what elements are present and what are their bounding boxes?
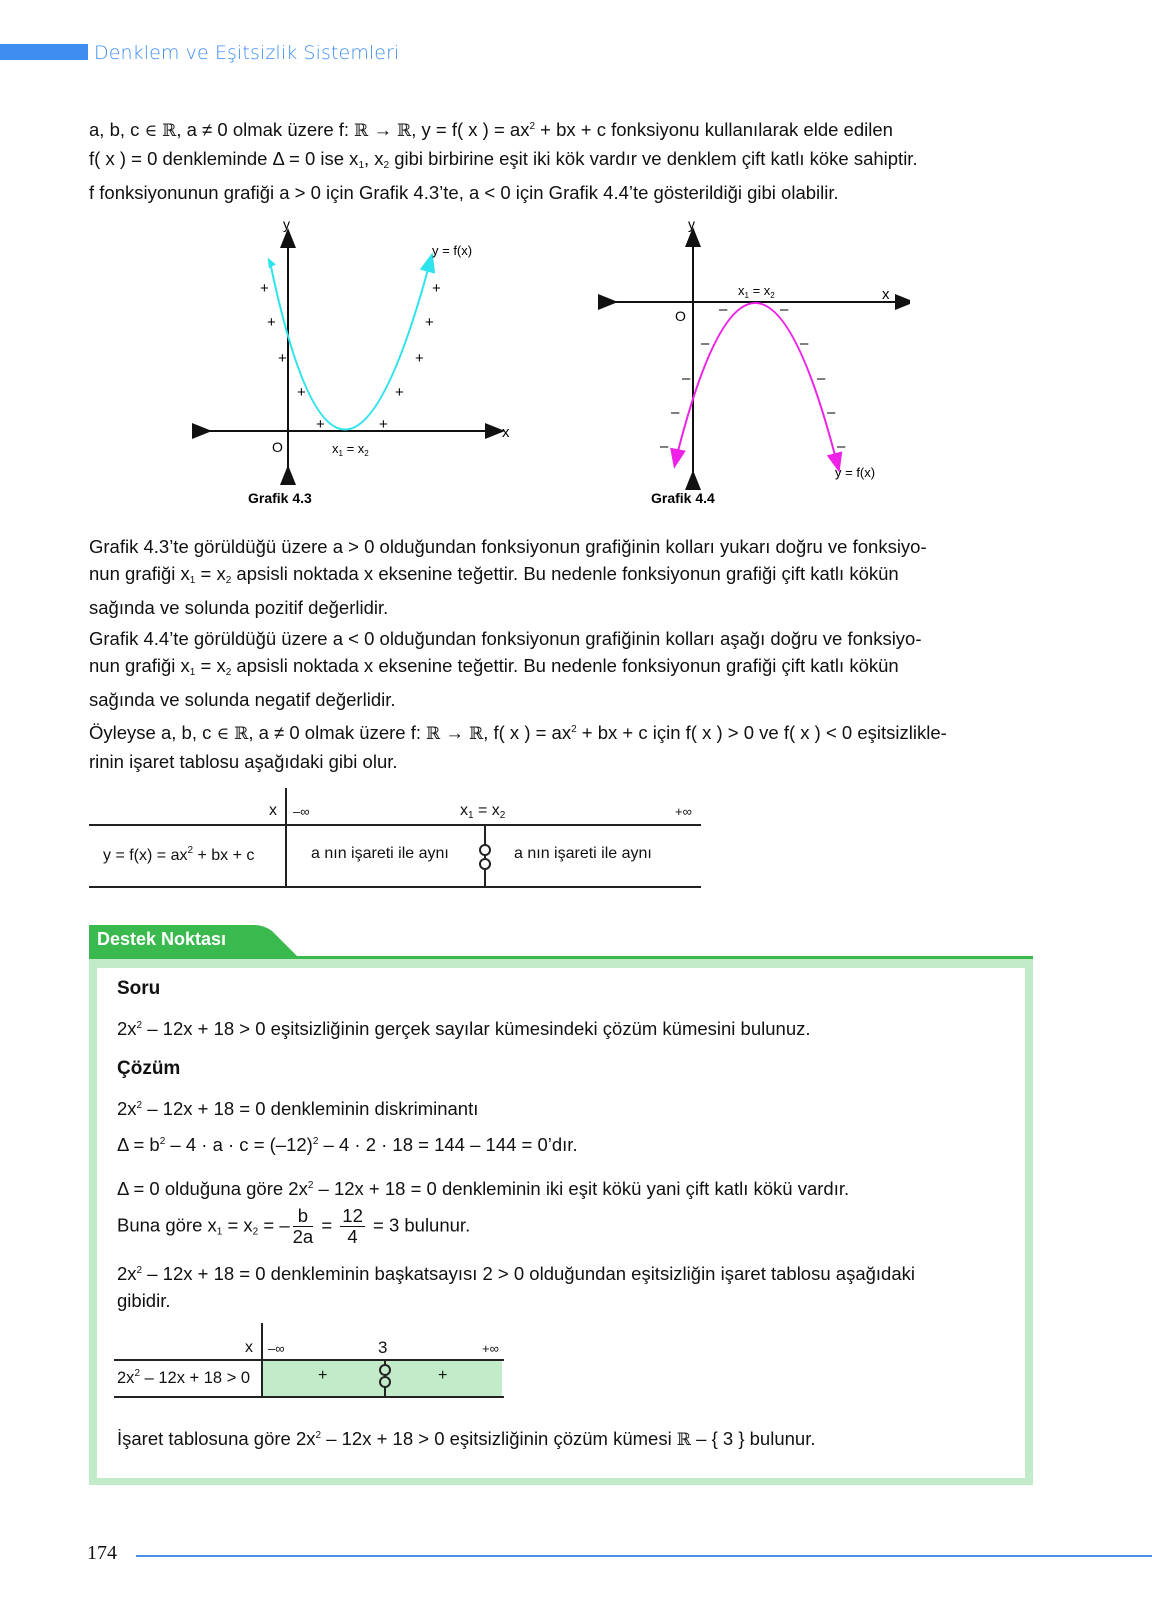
table-vertical-line: [261, 1323, 263, 1398]
page-number: 174: [87, 1542, 117, 1564]
sign-marker: –: [837, 438, 846, 455]
x-header: x: [269, 802, 277, 819]
right-sign-cell: a nın işareti ile aynı: [514, 845, 652, 862]
intro-line-3: f fonksiyonunun grafiği a > 0 için Grafik 4.3’te, a < 0 için Grafik 4.4’te gösterildiği gibi olabilir.: [89, 182, 839, 203]
sign-marker: +: [316, 416, 325, 433]
origin-label: O: [272, 439, 283, 455]
table-divider: [114, 1359, 504, 1361]
negative-sign-markers: [660, 301, 846, 455]
sign-marker: –: [817, 370, 826, 387]
sign-marker: –: [701, 335, 710, 352]
paragraph-grafik-4-3: [89, 533, 1029, 621]
cozum-line-6: gibidir.: [117, 1290, 171, 1311]
sign-marker: –: [800, 335, 809, 352]
table-bottom-line: [89, 886, 701, 888]
sign-marker: –: [780, 301, 789, 318]
soru-title: Soru: [117, 978, 161, 999]
sign-marker: +: [267, 314, 276, 331]
graph-4-4: [580, 205, 910, 505]
para-line: Grafik 4.4’te görüldüğü üzere a < 0 olduğundan fonksiyonun grafiğinin kolları aşağı doğru ve fonksiyo-: [89, 628, 922, 649]
x-axis-label: x: [502, 424, 510, 441]
table-bottom-line: [114, 1396, 504, 1398]
cozum-title: Çözüm: [117, 1058, 181, 1079]
sign-marker: –: [671, 404, 680, 421]
root-circle-icon: [479, 858, 491, 870]
intro-line-1: a, b, c ∈ ℝ, a ≠ 0 olmak üzere f: ℝ → ℝ, y = f( x ) = $ax^2$ + bx + c fonksiyonu kullanılarak elde edilen: [89, 119, 893, 141]
sign-marker: –: [827, 404, 836, 421]
fraction-12-4: $\frac{12}{4}$: [342, 1205, 363, 1247]
sign-marker: +: [425, 314, 434, 331]
sign-table-general: [89, 788, 701, 888]
x-header: x: [245, 1339, 253, 1356]
sign-marker: +: [260, 280, 269, 297]
para-line: Grafik 4.3’te görüldüğü üzere a > 0 olduğundan fonksiyonun grafiğinin kolları yukarı doğru ve fonksiyo-: [89, 536, 927, 557]
right-sign: +: [438, 1367, 448, 1384]
paragraph-summary: [89, 716, 1029, 775]
graph-caption: Grafik 4.3: [248, 490, 312, 505]
destek-content: [97, 968, 1025, 1478]
para-line: nun grafiği $x_1 = x_2$ apsisli noktada x eksenine teğettir. Bu nedenle fonksiyonun grafiği çift katlı kökün: [89, 563, 899, 586]
para-line: nun grafiği $x_1 = x_2$ apsisli noktada x eksenine teğettir. Bu nedenle fonksiyonun grafiği çift katlı kökün: [89, 655, 899, 678]
cozum-line-2: $\Delta = b^2 - 4 \cdot a \cdot c = (-12)^2 - 4 \cdot 2 \cdot 18 = 144 - 144$ = 0’dır.: [117, 1134, 578, 1155]
cozum-line-3: Δ = 0 olduğuna göre $2x^2 - 12x + 18 = 0$ denkleminin iki eşit kökü yani çift katlı kökü vardır.: [117, 1178, 850, 1199]
destek-tab-label: Destek Noktası: [97, 929, 227, 949]
root-header: $x_1 = x_2$: [460, 802, 506, 821]
graph-4-3: [180, 205, 520, 505]
footer-rule: [136, 1555, 1152, 1557]
conclusion-text: İşaret tablosuna göre $2x^2 - 12x + 18 > 0$ eşitsizliğinin çözüm kümesi ℝ – { 3 } bulunur.: [117, 1428, 816, 1450]
origin-label: O: [675, 308, 686, 324]
paragraph-grafik-4-4: [89, 625, 1029, 713]
graph-caption: Grafik 4.4: [651, 490, 715, 505]
root-circle-icon: [379, 1376, 391, 1388]
pos-infinity: +∞: [675, 804, 692, 819]
soru-text: $2x^2 - 12x + 18 > 0$ eşitsizliğinin gerçek sayılar kümesindeki çözüm kümesini bulunuz.: [117, 1018, 811, 1039]
fraction-b-2a: $\frac{b}{2a}$: [292, 1205, 314, 1247]
root-circle-icon: [379, 1364, 391, 1376]
root-label: $x_1 = x_2$: [332, 441, 369, 458]
chapter-title: Denklem ve Eşitsizlik Sistemleri: [94, 42, 400, 64]
destek-box: [89, 956, 1033, 1485]
sign-marker: –: [682, 370, 691, 387]
neg-infinity: –∞: [268, 1341, 285, 1356]
parabola-curve: [270, 262, 430, 430]
y-axis-label: y: [283, 216, 290, 232]
root-line: [484, 826, 486, 886]
cozum-line-5: $2x^2 - 12x + 18 = 0$ denkleminin başkatsayısı 2 > 0 olduğundan eşitsizliğin işaret tablosu aşağıdaki: [117, 1263, 915, 1284]
para-line: sağında ve solunda negatif değerlidir.: [89, 689, 396, 710]
sign-marker: +: [379, 416, 388, 433]
row-label: $2x^2 - 12x + 18 > 0$: [117, 1368, 251, 1387]
root-label: $x_1 = x_2$: [738, 283, 775, 300]
para-line: Öyleyse a, b, c ∈ ℝ, a ≠ 0 olmak üzere f: ℝ → ℝ, f( x ) = $ax^2$ + bx + c için f( x ) > 0 ve f( x ) < 0 eşitsizlikle-: [89, 722, 947, 744]
table-vertical-line: [285, 788, 287, 888]
table-divider: [89, 824, 701, 826]
left-sign-cell: a nın işareti ile aynı: [311, 845, 449, 862]
x-axis-label: x: [882, 286, 890, 303]
root-circle-icon: [479, 844, 491, 856]
pos-infinity: +∞: [482, 1341, 499, 1356]
parabola-curve: [676, 303, 837, 463]
sign-marker: –: [719, 301, 728, 318]
neg-infinity: –∞: [293, 804, 310, 819]
left-sign: +: [318, 1367, 328, 1384]
sign-marker: +: [432, 280, 441, 297]
sign-marker: +: [395, 384, 404, 401]
y-axis-label: y: [688, 216, 695, 232]
root-value: 3: [378, 1338, 388, 1357]
curve-label: y = f(x): [835, 465, 876, 480]
para-line: sağında ve solunda pozitif değerlidir.: [89, 597, 389, 618]
cozum-line-4: Buna göre $x_1 = x_2$ = – $\frac{b}{2a}$ = $\frac{12}{4}$ = 3 bulunur.: [117, 1205, 471, 1247]
sign-marker: +: [297, 384, 306, 401]
row-label: $y = f(x) = ax^2$ + bx + c: [103, 845, 255, 864]
sign-table-solution: [114, 1323, 504, 1403]
sign-marker: –: [660, 438, 669, 455]
header-accent-bar: [0, 44, 88, 60]
curve-label: y = f(x): [432, 243, 473, 258]
para-line: rinin işaret tablosu aşağıdaki gibi olur.: [89, 751, 398, 772]
intro-line-2: f( x ) = 0 denkleminde Δ = 0 ise $x_1$, $x_2$ gibi birbirine eşit iki kök vardır ve denklem çift katlı köke sahiptir.: [89, 148, 918, 171]
sign-marker: +: [278, 350, 287, 367]
sign-marker: +: [415, 350, 424, 367]
intro-paragraph: [89, 113, 1029, 206]
cozum-line-1: $2x^2 - 12x + 18 = 0$ denkleminin diskriminantı: [117, 1098, 479, 1119]
